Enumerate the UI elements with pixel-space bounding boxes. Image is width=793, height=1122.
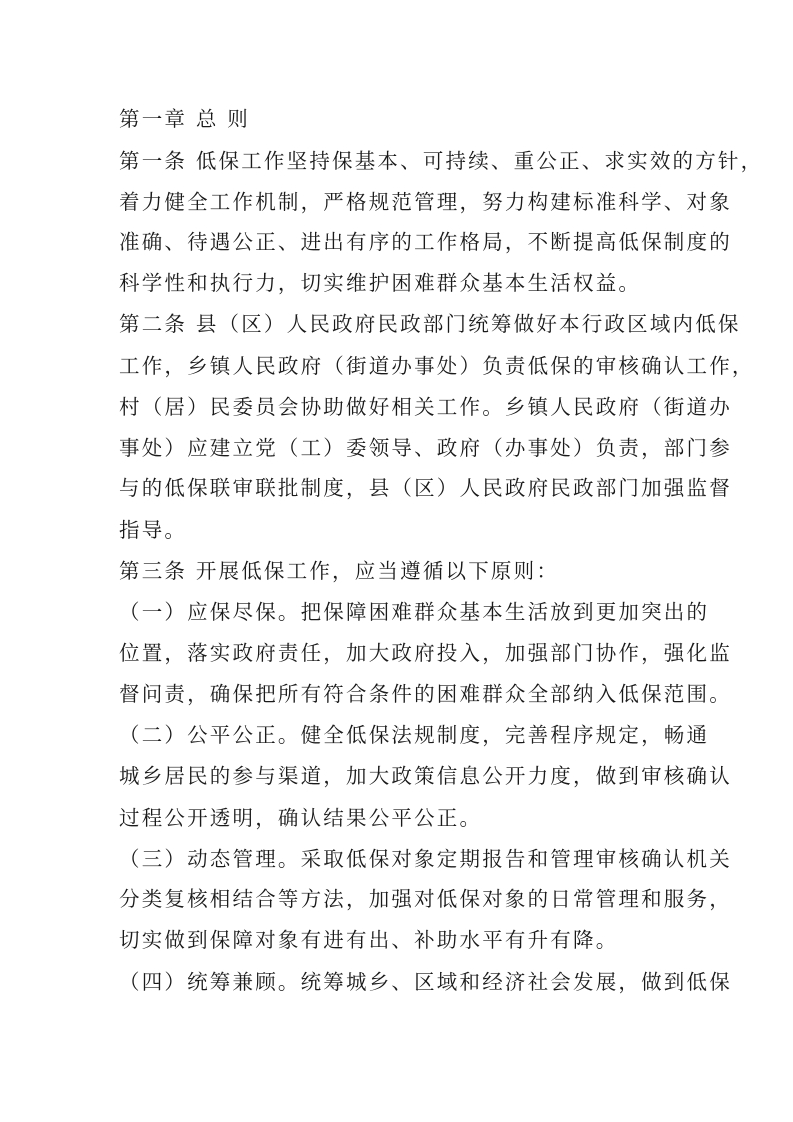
principle-2-line-2: 城乡居民的参与渠道，加大政策信息公开力度，做到审核确认 bbox=[119, 764, 732, 788]
principle-3-line-2: 分类复核相结合等方法，加强对低保对象的日常管理和服务， bbox=[119, 887, 732, 911]
article-2-line-4: 事处）应建立党（工）委领导、政府（办事处）负责，部门参 bbox=[119, 436, 732, 460]
article-2-line-1: 第二条 县（区）人民政府民政部门统筹做好本行政区域内低保 bbox=[119, 312, 741, 336]
principle-1-line-3: 督问责，确保把所有符合条件的困难群众全部纳入低保范围。 bbox=[119, 682, 732, 706]
principle-1-line-1: （一）应保尽保。把保障困难群众基本生活放到更加突出的 bbox=[119, 600, 710, 624]
article-1-line-1: 第一条 低保工作坚持保基本、可持续、重公正、求实效的方针， bbox=[119, 149, 764, 173]
article-2-line-6: 指导。 bbox=[119, 518, 188, 542]
principle-2-line-1: （二）公平公正。健全低保法规制度，完善程序规定，畅通 bbox=[119, 723, 710, 747]
article-2-line-2: 工作，乡镇人民政府（街道办事处）负责低保的审核确认工作， bbox=[119, 354, 755, 378]
article-1-line-2: 着力健全工作机制，严格规范管理，努力构建标准科学、对象 bbox=[119, 190, 732, 214]
principle-3-line-1: （三）动态管理。采取低保对象定期报告和管理审核确认机关 bbox=[119, 847, 732, 871]
principle-1-line-2: 位置，落实政府责任，加大政府投入，加强部门协作，强化监 bbox=[119, 641, 732, 665]
principle-3-line-3: 切实做到保障对象有进有出、补助水平有升有降。 bbox=[119, 928, 619, 952]
article-3-line-1: 第三条 开展低保工作，应当遵循以下原则： bbox=[119, 559, 560, 583]
article-1-line-4: 科学性和执行力，切实维护困难群众基本生活权益。 bbox=[119, 271, 642, 295]
article-2-line-5: 与的低保联审联批制度，县（区）人民政府民政部门加强监督 bbox=[119, 476, 732, 500]
principle-2-line-3: 过程公开透明，确认结果公平公正。 bbox=[119, 806, 483, 830]
principle-4-line-1: （四）统筹兼顾。统筹城乡、区域和经济社会发展，做到低保 bbox=[119, 970, 732, 994]
article-2-line-3: 村（居）民委员会协助做好相关工作。乡镇人民政府（街道办 bbox=[119, 395, 732, 419]
article-1-line-3: 准确、待遇公正、进出有序的工作格局，不断提高低保制度的 bbox=[119, 230, 732, 254]
chapter-heading: 第一章 总 则 bbox=[119, 107, 250, 131]
